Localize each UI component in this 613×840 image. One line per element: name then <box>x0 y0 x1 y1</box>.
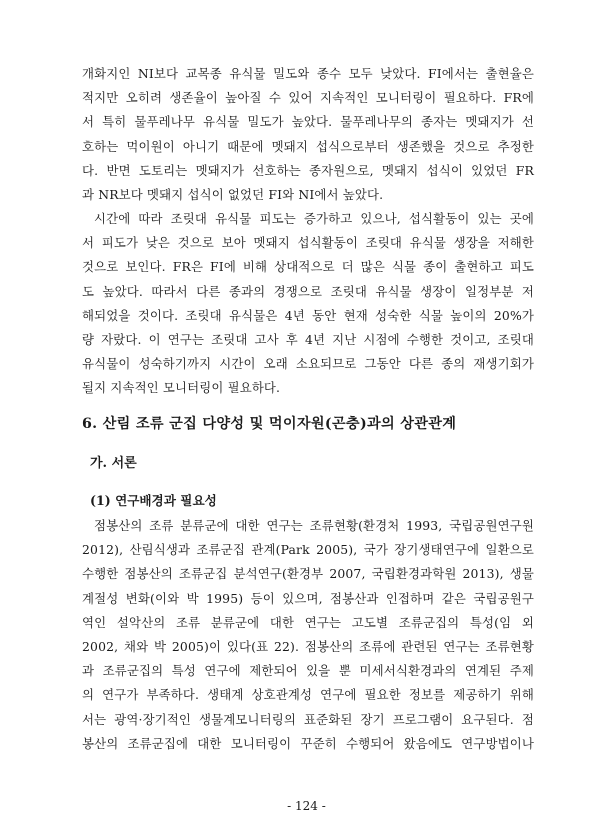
text-line: 과 NR보다 멧돼지 섭식이 없었던 FI와 NI에서 높았다. <box>82 187 384 203</box>
text-line: 시간에 따라 조릿대 유식물 피도는 증가하고 있으나, 섭식활동이 있는 곳에 <box>94 211 534 226</box>
text-line: 서는 광역·장기적인 생물계모니터링의 표준화된 장기 프로그램이 요구된다. 점 <box>82 711 534 727</box>
text-line: 과 조류군집의 특성 연구에 제한되어 있을 뿐 미세서식환경과의 연계된 주제 <box>82 663 534 679</box>
text-line: 수행한 점봉산의 조류군집 분석연구(환경부 2007, 국립환경과학원 2013), 생물 <box>82 566 534 582</box>
text-line: 역인 설악산의 조류 분류군에 대한 연구는 고도별 조류군집의 특성(임 외 <box>82 614 534 630</box>
text-line: 유식물이 성숙하기까지 시간이 오래 소요되므로 그동안 다른 종의 재생기회가 <box>82 356 534 372</box>
text-line: 서 특히 물푸레나무 유식물 밀도가 높았다. 물푸레나무의 종자는 멧돼지가 선 <box>82 114 534 130</box>
text-line: 것으로 보인다. FR은 FI에 비해 상대적으로 더 많은 식물 종이 출현하고 피도 <box>82 259 534 275</box>
text-line: 량 자랐다. 이 연구는 조릿대 고사 후 4년 지난 시점에 수행한 것이고, 조릿대 <box>82 332 534 348</box>
text-line: 2002, 채와 박 2005)이 있다(표 22). 점봉산의 조류에 관련된 연구는 조류현황 <box>82 639 534 655</box>
paragraph-bamboo-seedlings <box>82 207 534 401</box>
text-line: 개화지인 NI보다 교목종 유식물 밀도와 종수 모두 낮았다. FI에서는 출현율은 <box>82 66 534 81</box>
page-number: - 124 - <box>287 799 326 813</box>
text-line: 적지만 오히려 생존율이 높아질 수 있어 지속적인 모니터링이 필요하다. FR에 <box>82 90 534 106</box>
text-line: 의 연구가 부족하다. 생태계 상호관계성 연구에 필요한 정보를 제공하기 위해 <box>82 687 534 703</box>
text-line: 다. 반면 도토리는 멧돼지가 선호하는 종자원으로, 멧돼지 섭식이 있었던 FR <box>82 162 534 178</box>
paragraph-research-background <box>82 514 534 756</box>
text-line: 될지 지속적인 모니터링이 필요하다. <box>82 380 281 396</box>
text-line: 봉산의 조류군집에 대한 모니터링이 꾸준히 수행되어 왔음에도 연구방법이나 <box>82 735 534 751</box>
section-heading: 6. 산림 조류 군집 다양성 및 먹이자원(곤충)과의 상관관계 <box>82 416 457 432</box>
text-line: 도 높았다. 따라서 다른 종과의 경쟁으로 조릿대 유식물 생장이 일정부분 저 <box>82 283 534 299</box>
subsection-heading: 가. 서론 <box>90 456 137 471</box>
text-line: 계절성 변화(이와 박 1995) 등이 있으며, 점봉산과 인접하며 같은 국립공원구 <box>82 590 534 606</box>
text-line: 2012), 산림식생과 조류군집 관계(Park 2005), 국가 장기생태연구에 일환으로 <box>82 542 534 558</box>
text-line: 서 피도가 낮은 것으로 보아 멧돼지 섭식활동이 조릿대 유식물 생장을 저해한 <box>82 235 534 251</box>
text-line: 해되었을 것이다. 조릿대 유식물은 4년 동안 현재 성숙한 식물 높이의 20%가 <box>82 307 534 323</box>
subsubsection-heading: (1) 연구배경과 필요성 <box>90 493 217 508</box>
text-line: 점봉산의 조류 분류군에 대한 연구는 조류현황(환경처 1993, 국립공원연구원 <box>94 518 534 533</box>
text-line: 호하는 먹이원이 아니기 때문에 멧돼지 섭식으로부터 생존했을 것으로 추정한 <box>82 138 534 154</box>
paragraph-seedling-density <box>82 62 534 207</box>
